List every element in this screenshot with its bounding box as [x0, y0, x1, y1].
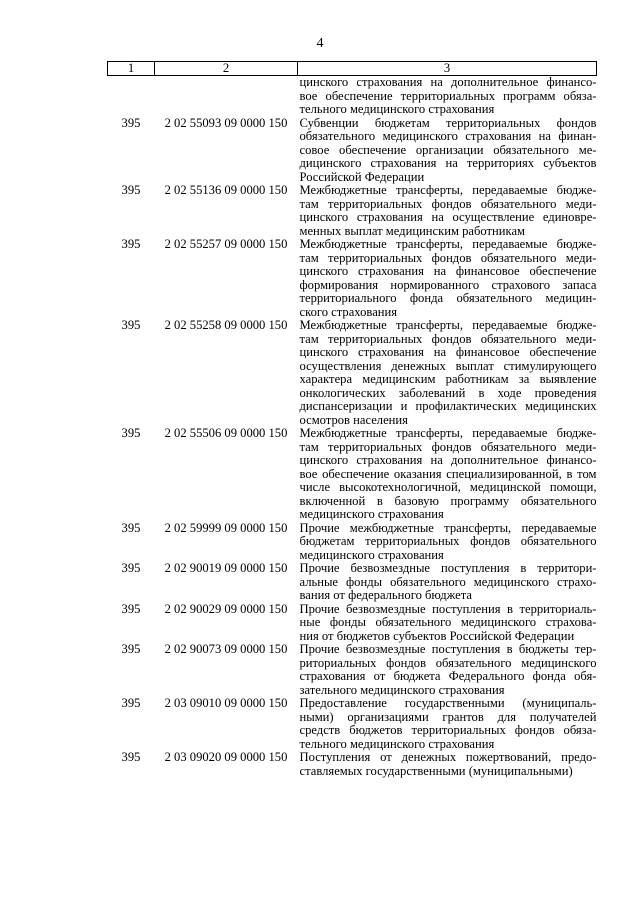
description-line: там территориальных фондов обязательного меди- — [299, 331, 597, 346]
description-line: числе высокотехнологичной, медицинской помощи, — [299, 480, 597, 494]
description-line: осуществления денежных выплат стимулирующего — [299, 358, 597, 373]
budget-code-cell: 2 02 55093 09 0000 150 — [164, 115, 288, 130]
description-line: там территориальных фондов обязательного меди- — [299, 196, 597, 211]
admin-code-cell: 395 — [121, 750, 141, 764]
page-number: 4 — [316, 36, 324, 51]
table-body — [108, 76, 597, 779]
budget-code-cell: 2 02 55136 09 0000 150 — [164, 183, 288, 197]
description-cell — [298, 319, 597, 427]
admin-code-cell: 395 — [121, 520, 141, 535]
table-header-row — [108, 62, 597, 76]
description-line: Межбюджетные трансферты, передаваемые бюдже- — [299, 183, 597, 197]
admin-code-cell: 395 — [121, 696, 141, 710]
table-row — [108, 238, 597, 319]
description-cell — [298, 76, 597, 117]
table-row — [108, 603, 597, 644]
description-line: обязательного медицинского страхования на финан- — [299, 129, 597, 143]
description-line: Субвенции бюджетам территориальных фондов — [299, 115, 597, 130]
description-line: ния от бюджетов субъектов Российской Федерации — [299, 628, 575, 643]
description-cell — [298, 697, 597, 751]
budget-code-table — [107, 61, 597, 778]
budget-code-cell: 2 02 55257 09 0000 150 — [164, 237, 288, 251]
budget-code-cell: 2 02 59999 09 0000 150 — [164, 520, 288, 535]
table-row — [108, 427, 597, 522]
description-line: Межбюджетные трансферты, передаваемые бюдже- — [299, 237, 597, 251]
description-line: тельного медицинского страхования — [299, 102, 495, 116]
description-line: формирования нормированного страхового запаса — [299, 277, 597, 292]
description-line: Прочие межбюджетные трансферты, передаваемые — [299, 520, 597, 535]
budget-code-cell: 2 02 90073 09 0000 150 — [164, 642, 288, 656]
description-line: бюджетам территориальных фондов обязательного — [299, 534, 597, 548]
description-cell — [298, 562, 597, 603]
column-header-1: 1 — [108, 62, 155, 76]
description-line: цинского страхования на финансовое обеспечение — [299, 345, 597, 359]
table-row — [108, 697, 597, 751]
description-cell — [298, 643, 597, 697]
description-line: ставляемых государственными (муниципальными) — [299, 763, 573, 778]
table-row — [108, 751, 597, 778]
description-line: Поступления от денежных пожертвований, предо- — [299, 750, 597, 764]
description-cell — [298, 184, 597, 238]
description-line: ными) организациями грантов для получателей — [299, 709, 597, 724]
column-header-3: 3 — [298, 62, 597, 76]
description-line: цинского страхования на финансовое обеспечение — [299, 264, 597, 278]
description-line: Межбюджетные трансферты, передаваемые бюдже- — [299, 426, 597, 440]
description-cell — [298, 238, 597, 319]
budget-code-cell: 2 02 90019 09 0000 150 — [164, 561, 288, 575]
admin-code-cell: 395 — [121, 561, 141, 575]
description-line: Межбюджетные трансферты, передаваемые бюдже- — [299, 318, 597, 332]
description-line: Предоставление государственными (муниципаль- — [299, 696, 597, 710]
description-line: Прочие безвозмездные поступления в бюджеты тер- — [299, 642, 597, 656]
description-line: включенной в базовую программу обязательного — [299, 493, 597, 508]
description-cell — [298, 603, 597, 644]
description-line: цинского страхования на осуществление единовре- — [299, 210, 597, 224]
description-line: риториальных фондов обязательного медицинского — [299, 655, 597, 670]
table-row — [108, 76, 597, 117]
description-cell — [298, 751, 597, 778]
description-line: характера медицинским работникам за выявление — [299, 372, 597, 386]
description-line: территориального фонда обязательного медицин- — [299, 291, 597, 305]
description-cell — [298, 522, 597, 563]
description-line: Прочие безвозмездные поступления в территори- — [299, 561, 597, 575]
description-line: страхования от бюджета Федерального фонда обя- — [299, 669, 597, 683]
description-line: вания от федерального бюджета — [299, 588, 472, 602]
description-line: совое обеспечение организации обязательного ме- — [299, 142, 597, 157]
description-line: ского страхования — [299, 304, 398, 319]
admin-code-cell: 395 — [121, 642, 141, 656]
description-line: Российской Федерации — [299, 169, 425, 184]
table-row — [108, 319, 597, 427]
description-line: альные фонды обязательного медицинского страхо- — [299, 574, 597, 589]
description-line: зательного медицинского страхования — [299, 682, 505, 697]
description-line: менных выплат медицинским работникам — [299, 223, 526, 238]
description-line: там территориальных фондов обязательного меди- — [299, 250, 597, 265]
admin-code-cell: 395 — [121, 601, 141, 616]
description-line: цинского страхования на дополнительное финансо- — [299, 75, 597, 89]
description-cell — [298, 117, 597, 185]
table-row — [108, 522, 597, 563]
description-line: Прочие безвозмездные поступления в территориаль- — [299, 601, 597, 616]
description-line: онкологических заболеваний в ходе проведения — [299, 385, 597, 400]
description-line: диспансеризации и профилактических медицинских — [299, 399, 597, 413]
admin-code-cell: 395 — [121, 115, 141, 130]
table-row — [108, 562, 597, 603]
admin-code-cell: 395 — [121, 318, 141, 332]
description-line: средств бюджетов территориальных фондов обяза- — [299, 723, 597, 737]
table-row — [108, 184, 597, 238]
admin-code-cell: 395 — [121, 237, 141, 251]
description-line: вое обеспечение оказания специализированной, в том — [299, 466, 597, 481]
admin-code-cell — [108, 76, 155, 117]
column-header-2: 2 — [155, 62, 298, 76]
admin-code-cell: 395 — [121, 183, 141, 197]
budget-code-cell: 2 02 90029 09 0000 150 — [164, 601, 288, 616]
description-line: дицинского страхования на территориях субъектов — [299, 156, 597, 170]
budget-code-cell: 2 02 55258 09 0000 150 — [164, 318, 288, 332]
description-line: цинского страхования на дополнительное финансо- — [299, 453, 597, 467]
table-row — [108, 643, 597, 697]
table-row — [108, 117, 597, 185]
budget-code-cell: 2 02 55506 09 0000 150 — [164, 426, 288, 440]
description-line: медицинского страхования — [299, 507, 444, 521]
description-line: вое обеспечение территориальных программ обяза- — [299, 88, 597, 103]
budget-code-cell: 2 03 09010 09 0000 150 — [164, 696, 288, 710]
description-line: медицинского страхования — [299, 547, 444, 562]
description-line: осмотров населения — [299, 412, 408, 427]
description-cell — [298, 427, 597, 522]
description-line: там территориальных фондов обязательного меди- — [299, 439, 597, 454]
description-line: ные фонды обязательного медицинского страхова- — [299, 615, 597, 629]
description-line: тельного медицинского страхования — [299, 736, 495, 751]
budget-code-cell — [155, 76, 298, 117]
budget-code-cell: 2 03 09020 09 0000 150 — [164, 750, 288, 764]
admin-code-cell: 395 — [121, 426, 141, 440]
